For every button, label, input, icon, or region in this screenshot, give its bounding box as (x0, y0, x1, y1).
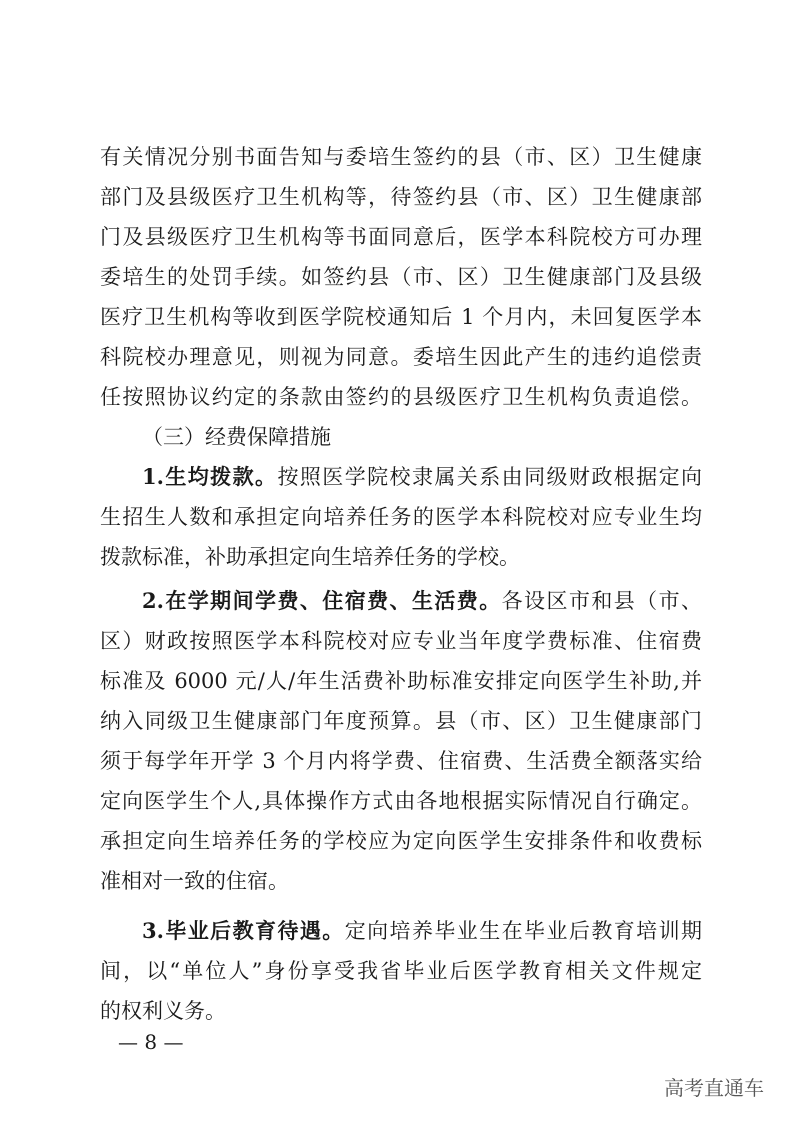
item-title: 1.生均拨款。 (142, 464, 278, 489)
text-line: 区）财政按照医学本科院校对应专业当年度学费标准、住宿费 (100, 629, 702, 653)
paragraph-per-student-funding (100, 457, 702, 577)
text-line (100, 457, 702, 497)
paragraph-post-graduation (100, 911, 702, 1031)
text-line: 医疗卫生机构等收到医学院校通知后 1 个月内，未回复医学本 (100, 305, 702, 329)
text-line: 须于每学年开学 3 个月内将学费、住宿费、生活费全额落实给 (100, 749, 702, 773)
text-line: 有关情况分别书面告知与委培生签约的县（市、区）卫生健康 (100, 145, 702, 169)
text-span: 定向培养毕业生在毕业后教育培训期 (344, 919, 702, 943)
text-span: 按照医学院校隶属关系由同级财政根据定向 (277, 465, 702, 489)
text-line (100, 911, 702, 951)
text-line: 准相对一致的住宿。 (100, 869, 289, 893)
text-line: 承担定向生培养任务的学校应为定向医学生安排条件和收费标 (100, 829, 702, 853)
text-line: 拨款标准，补助承担定向生培养任务的学校。 (100, 545, 520, 569)
section-heading: （三）经费保障措施 (142, 425, 331, 449)
text-line: 部门及县级医疗卫生机构等，待签约县（市、区）卫生健康部 (100, 185, 702, 209)
text-line: 生招生人数和承担定向培养任务的医学本科院校对应专业生均 (100, 505, 702, 529)
text-line: 的权利义务。 (100, 999, 226, 1023)
text-line: 门及县级医疗卫生机构等书面同意后，医学本科院校方可办理 (100, 225, 702, 249)
text-line: 纳入同级卫生健康部门年度预算。县（市、区）卫生健康部门 (100, 709, 702, 733)
page-number: — 8 — (118, 1030, 184, 1054)
text-line (100, 581, 702, 621)
paragraph-fees (100, 581, 702, 901)
text-span: 各设区市和县（市、 (501, 589, 702, 613)
text-line: 科院校办理意见，则视为同意。委培生因此产生的违约追偿责 (100, 345, 702, 369)
text-line: 标准及 6000 元/人/年生活费补助标准安排定向医学生补助,并 (100, 669, 702, 693)
text-line: 间，以“单位人”身份享受我省毕业后医学教育相关文件规定 (100, 959, 702, 983)
paragraph-penalty (100, 137, 702, 417)
text-line: 任按照协议约定的条款由签约的县级医疗卫生机构负责追偿。 (100, 385, 702, 409)
text-line: 委培生的处罚手续。如签约县（市、区）卫生健康部门及县级 (100, 265, 702, 289)
item-title: 3.毕业后教育待遇。 (142, 918, 345, 943)
watermark: 高考直通车 (664, 1076, 764, 1100)
item-title: 2.在学期间学费、住宿费、生活费。 (142, 588, 502, 613)
document-body (100, 137, 702, 1031)
text-line: 定向医学生个人,具体操作方式由各地根据实际情况自行确定。 (100, 789, 702, 813)
